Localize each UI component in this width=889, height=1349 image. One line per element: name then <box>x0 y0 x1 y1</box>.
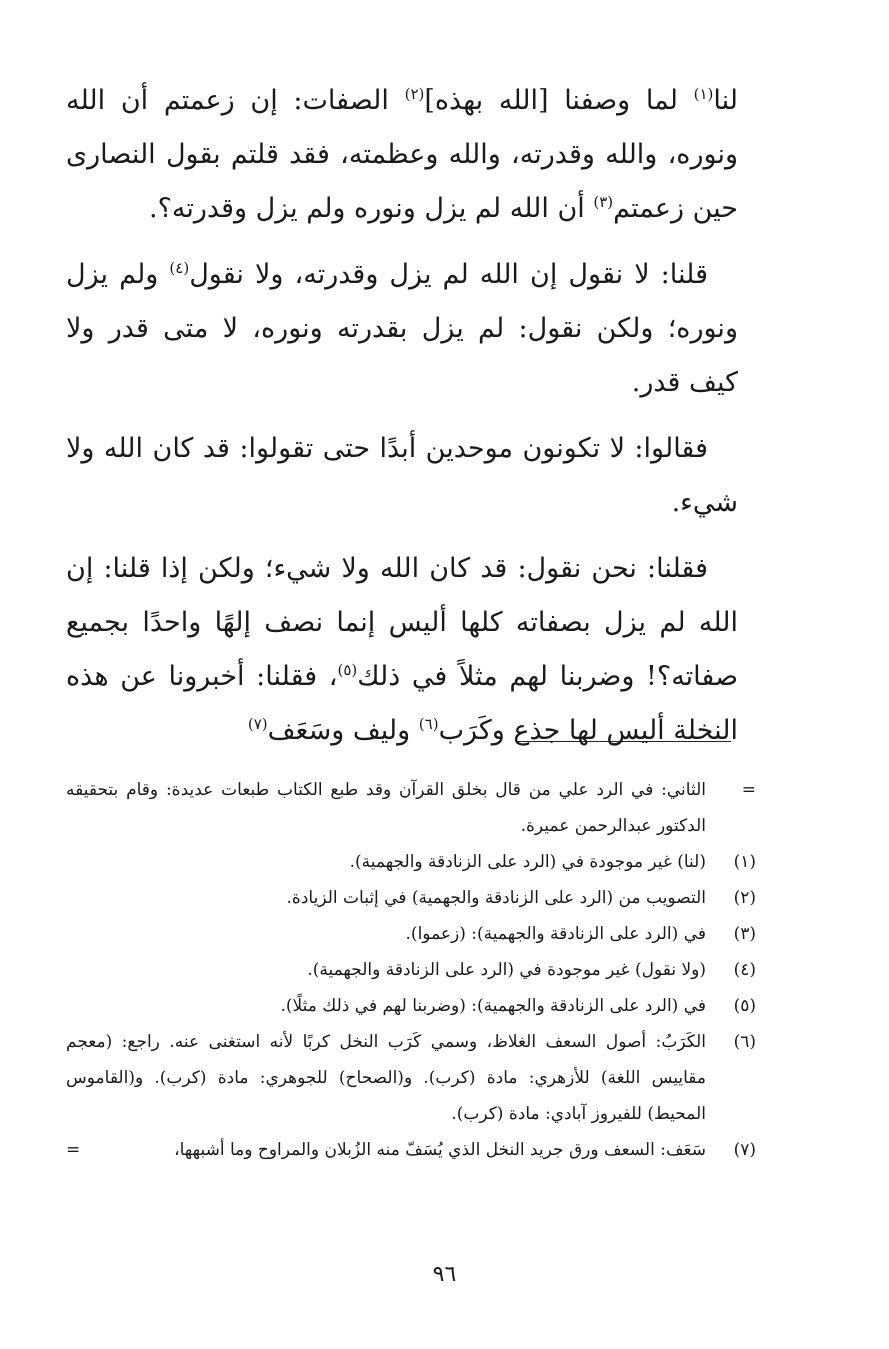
body-paragraph <box>66 422 738 530</box>
footnote-separator <box>516 741 731 742</box>
footnote-number: (٧) <box>733 1140 756 1160</box>
page-number: ٩٦ <box>432 1262 457 1287</box>
footnote-number: (٥) <box>733 996 756 1016</box>
footnote-text: في (الرد على الزنادقة والجهمية): (وضربنا لهم في ذلك مثلًا). <box>280 996 706 1016</box>
footnote-number: (٢) <box>733 888 756 908</box>
footnote-reference: (٣) <box>593 193 614 211</box>
footnotes-section <box>66 772 756 1168</box>
footnote-text: التصويب من (الرد على الزنادقة والجهمية) في إثبات الزيادة. <box>286 888 706 908</box>
body-text-run: فقلنا: نحن نقول: قد كان الله ولا شيء؛ ولكن إذا قلنا: إن الله لم يزل بصفاته كلها أليس إنما نصف إلهًا واحدًا بجميع صفاته؟! وضربنا لهم مثلاً في ذلك <box>66 553 738 692</box>
body-text-run: ، فقلنا: أخبرونا عن هذه النخلة أليس لها جذع وكَرَب <box>66 661 738 746</box>
body-paragraph <box>66 542 738 758</box>
footnote-text: في (الرد على الزنادقة والجهمية): (زعموا). <box>405 924 706 944</box>
footnote-continuation-text: الثاني: في الرد علي من قال بخلق القرآن وقد طبع الكتاب طبعات عديدة: وقام بتحقيقه الدكتور عبدالرحمن عميرة. <box>66 780 706 836</box>
footnote-text: الكَرَبُ: أصول السعف الغلاظ، وسمي كَرَب النخل كربًا لأنه استغنى عنه. راجع: (معجم مقاييس اللغة) للأزهري: مادة (كرب). و(الصحاح) للجوهري: مادة (كرب). و(القاموس المحيط) للفيروز آبادي: مادة (كرب). <box>66 1032 706 1124</box>
body-text-run: قلنا: لا نقول إن الله لم يزل وقدرته، ولا نقول <box>189 259 708 290</box>
footnote-text: (لنا) غير موجودة في (الرد على الزنادقة والجهمية). <box>349 852 706 872</box>
footnote-item <box>66 1024 756 1132</box>
footnote-item <box>66 880 756 916</box>
footnote-item <box>66 1132 756 1168</box>
footnote-item <box>66 988 756 1024</box>
body-text-run: لما وصفنا [الله بهذه] <box>424 85 694 116</box>
footnote-reference: (٥) <box>337 661 358 679</box>
continuation-mark: = <box>741 780 756 800</box>
footnote-text: سَعَف: السعف ورق جريد النخل الذي يُسَفّ منه الزُبلان والمراوح وما أشبهها، <box>174 1140 706 1160</box>
continuation-mark: = <box>66 1140 81 1160</box>
body-paragraph <box>66 248 738 410</box>
footnote-item <box>66 952 756 988</box>
body-text-run: لنا <box>713 85 738 116</box>
footnote-reference: (١) <box>693 85 714 103</box>
footnote-number: (١) <box>733 852 756 872</box>
footnote-number: (٦) <box>733 1032 756 1052</box>
footnote-number: (٣) <box>733 924 756 944</box>
main-body-text <box>66 74 738 770</box>
footnote-item <box>66 844 756 880</box>
body-text-run: ولم يزل ونوره؛ ولكن نقول: لم يزل بقدرته ونوره، لا متى قدر ولا كيف قدر. <box>66 259 738 398</box>
body-paragraph <box>66 74 738 236</box>
body-text-run: فقالوا: لا تكونون موحدين أبدًا حتى تقولوا: قد كان الله ولا شيء. <box>66 433 738 518</box>
footnote-reference: (٧) <box>247 715 268 733</box>
body-text-run: الصفات: إن زعمتم أن الله ونوره، والله وقدرته، والله وعظمته، فقد قلتم بقول النصارى حين زعمتم <box>66 85 738 224</box>
footnote-reference: (٢) <box>404 85 425 103</box>
footnote-reference: (٤) <box>169 259 190 277</box>
footnote-item <box>66 916 756 952</box>
footnote-continuation <box>66 772 756 844</box>
footnote-text: (ولا نقول) غير موجودة في (الرد على الزنادقة والجهمية). <box>307 960 706 980</box>
footnote-number: (٤) <box>733 960 756 980</box>
body-text-run: وليف وسَعَف <box>267 715 419 746</box>
body-text-run: أن الله لم يزل ونوره ولم يزل وقدرته؟. <box>148 193 594 224</box>
footnote-reference: (٦) <box>418 715 439 733</box>
footnote-list <box>66 844 756 1168</box>
